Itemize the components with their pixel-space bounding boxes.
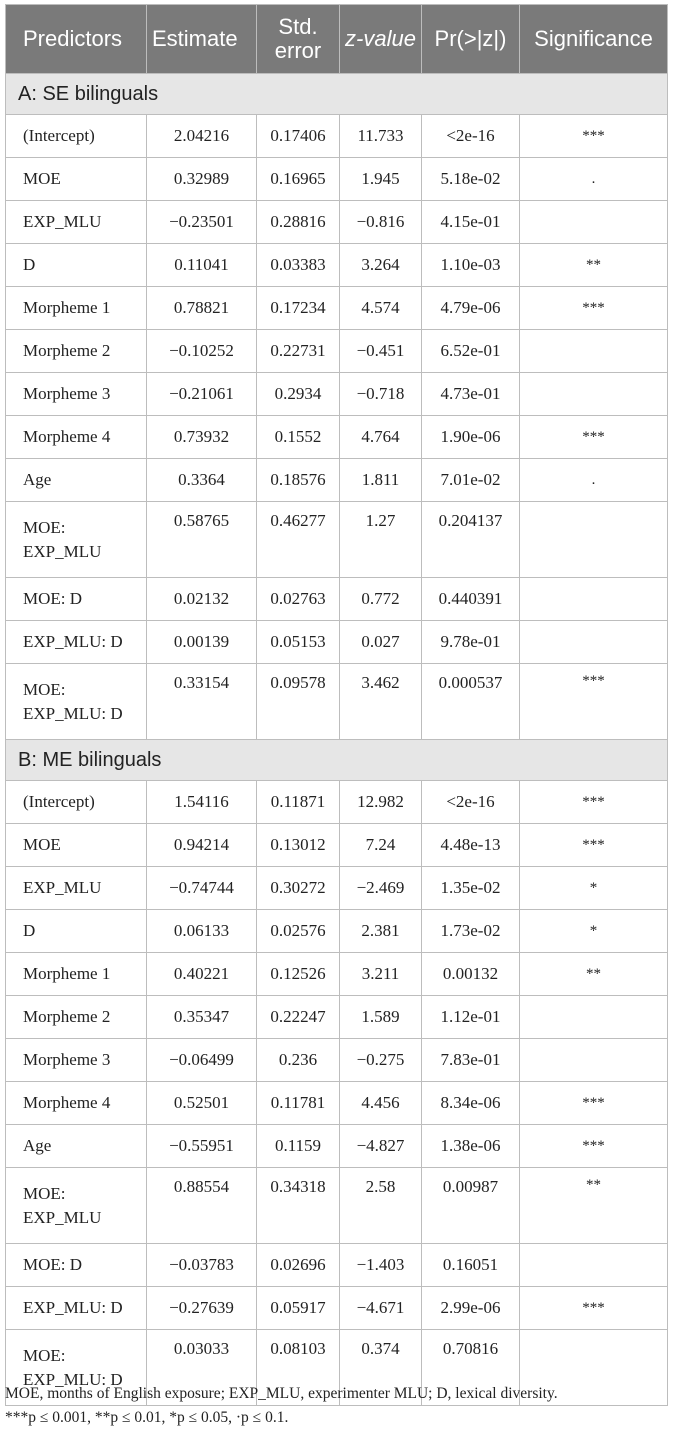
p-value-cell: 4.15e-01 (422, 201, 520, 244)
significance-note: ***p ≤ 0.001, **p ≤ 0.01, *p ≤ 0.05, ·p ≤ 0.1. (5, 1409, 289, 1426)
std-error-cell: 0.11871 (257, 781, 340, 824)
estimate-cell: 0.06133 (147, 910, 257, 953)
significance-cell: * (520, 867, 668, 910)
estimate-cell: 0.3364 (147, 459, 257, 502)
predictor-cell: MOE: D (6, 1244, 147, 1287)
p-value-cell: 9.78e-01 (422, 621, 520, 664)
table-row (6, 953, 668, 996)
table-row (6, 910, 668, 953)
table-row (6, 996, 668, 1039)
section-header-row (6, 740, 668, 781)
table-row (6, 824, 668, 867)
z-value-cell: −4.827 (340, 1125, 422, 1168)
header-significance: Significance (520, 5, 668, 74)
significance-cell: * (520, 910, 668, 953)
z-value-cell: 12.982 (340, 781, 422, 824)
predictor-cell: EXP_MLU: D (6, 621, 147, 664)
table-row (6, 621, 668, 664)
z-value-cell: 3.264 (340, 244, 422, 287)
table-row (6, 201, 668, 244)
predictor-cell: Morpheme 2 (6, 330, 147, 373)
z-value-cell: −0.816 (340, 201, 422, 244)
z-value-cell: −0.275 (340, 1039, 422, 1082)
predictor-cell: (Intercept) (6, 781, 147, 824)
predictor-cell: Morpheme 4 (6, 1082, 147, 1125)
table-row (6, 244, 668, 287)
predictor-cell: EXP_MLU (6, 867, 147, 910)
table-notes (5, 1382, 667, 1430)
predictor-cell: Age (6, 459, 147, 502)
z-value-cell: 7.24 (340, 824, 422, 867)
significance-cell: *** (520, 1082, 668, 1125)
significance-cell: . (520, 158, 668, 201)
estimate-cell: 0.32989 (147, 158, 257, 201)
section-label: A: SE bilinguals (6, 74, 668, 115)
z-value-cell: −0.451 (340, 330, 422, 373)
std-error-cell: 0.02763 (257, 578, 340, 621)
p-value-cell: 4.79e-06 (422, 287, 520, 330)
std-error-cell: 0.13012 (257, 824, 340, 867)
estimate-cell: 0.33154 (147, 664, 257, 740)
z-value-cell: 0.772 (340, 578, 422, 621)
table-header (6, 5, 668, 74)
estimate-cell: −0.23501 (147, 201, 257, 244)
table-row (6, 867, 668, 910)
z-value-cell: 11.733 (340, 115, 422, 158)
significance-cell: *** (520, 781, 668, 824)
p-value-cell: 7.01e-02 (422, 459, 520, 502)
estimate-cell: 0.35347 (147, 996, 257, 1039)
p-value-cell: <2e-16 (422, 781, 520, 824)
std-error-cell: 0.03383 (257, 244, 340, 287)
estimate-cell: −0.03783 (147, 1244, 257, 1287)
table-body (6, 74, 668, 1406)
z-value-cell: 2.381 (340, 910, 422, 953)
std-error-cell: 0.2934 (257, 373, 340, 416)
estimate-cell: 0.58765 (147, 502, 257, 578)
table-row (6, 158, 668, 201)
significance-cell (520, 621, 668, 664)
p-value-cell: 1.90e-06 (422, 416, 520, 459)
p-value-cell: 2.99e-06 (422, 1287, 520, 1330)
significance-cell (520, 1039, 668, 1082)
p-value-cell: 4.48e-13 (422, 824, 520, 867)
predictor-cell: (Intercept) (6, 115, 147, 158)
abbreviations-note: MOE, months of English exposure; EXP_MLU, experimenter MLU; D, lexical diversity. (5, 1385, 558, 1402)
table-row (6, 1082, 668, 1125)
std-error-cell: 0.05153 (257, 621, 340, 664)
significance-cell: *** (520, 1125, 668, 1168)
section-header-row (6, 74, 668, 115)
p-value-cell: 0.00987 (422, 1168, 520, 1244)
significance-cell (520, 330, 668, 373)
predictor-cell: Morpheme 2 (6, 996, 147, 1039)
predictor-cell: MOE (6, 158, 147, 201)
table-row (6, 781, 668, 824)
std-error-cell: 0.05917 (257, 1287, 340, 1330)
predictor-cell: Morpheme 3 (6, 373, 147, 416)
z-value-cell: 1.945 (340, 158, 422, 201)
significance-cell: *** (520, 824, 668, 867)
table-row (6, 1244, 668, 1287)
std-error-cell: 0.30272 (257, 867, 340, 910)
std-error-cell: 0.28816 (257, 201, 340, 244)
header-p-value: Pr(>|z|) (422, 5, 520, 74)
p-value-cell: 1.73e-02 (422, 910, 520, 953)
p-value-cell: 6.52e-01 (422, 330, 520, 373)
z-value-cell: −4.671 (340, 1287, 422, 1330)
z-value-cell: −2.469 (340, 867, 422, 910)
std-error-cell: 0.46277 (257, 502, 340, 578)
predictor-cell: D (6, 244, 147, 287)
p-value-cell: 1.35e-02 (422, 867, 520, 910)
predictor-cell: Morpheme 1 (6, 287, 147, 330)
significance-cell: *** (520, 1287, 668, 1330)
estimate-cell: −0.21061 (147, 373, 257, 416)
p-value-cell: 0.70816 (422, 1330, 520, 1406)
std-error-cell: 0.08103 (257, 1330, 340, 1406)
z-value-cell: −1.403 (340, 1244, 422, 1287)
predictor-cell: MOE: EXP_MLU: D (6, 664, 147, 740)
predictor-cell: MOE: EXP_MLU: D (6, 1330, 147, 1406)
significance-cell (520, 996, 668, 1039)
p-value-cell: 5.18e-02 (422, 158, 520, 201)
p-value-cell: 0.440391 (422, 578, 520, 621)
estimate-cell: 0.02132 (147, 578, 257, 621)
estimate-cell: −0.27639 (147, 1287, 257, 1330)
significance-cell: *** (520, 115, 668, 158)
table-row (6, 373, 668, 416)
estimate-cell: 0.52501 (147, 1082, 257, 1125)
std-error-cell: 0.02576 (257, 910, 340, 953)
regression-table (5, 4, 668, 1406)
header-estimate: Estimate (147, 5, 257, 74)
table-row (6, 502, 668, 578)
std-error-cell: 0.22731 (257, 330, 340, 373)
z-value-cell: 0.027 (340, 621, 422, 664)
significance-cell: ** (520, 953, 668, 996)
std-error-cell: 0.16965 (257, 158, 340, 201)
z-value-cell: 1.27 (340, 502, 422, 578)
significance-cell (520, 373, 668, 416)
significance-cell: *** (520, 664, 668, 740)
z-value-cell: 0.374 (340, 1330, 422, 1406)
table-row (6, 578, 668, 621)
p-value-cell: 0.16051 (422, 1244, 520, 1287)
p-value-cell: 0.204137 (422, 502, 520, 578)
predictor-cell: Morpheme 1 (6, 953, 147, 996)
table-row (6, 1168, 668, 1244)
z-value-cell: 3.462 (340, 664, 422, 740)
z-value-cell: 1.589 (340, 996, 422, 1039)
p-value-cell: 1.12e-01 (422, 996, 520, 1039)
predictor-cell: MOE (6, 824, 147, 867)
significance-cell: ** (520, 244, 668, 287)
predictor-cell: Morpheme 3 (6, 1039, 147, 1082)
header-predictors: Predictors (6, 5, 147, 74)
z-value-cell: 4.574 (340, 287, 422, 330)
predictor-cell: EXP_MLU (6, 201, 147, 244)
std-error-cell: 0.22247 (257, 996, 340, 1039)
estimate-cell: 1.54116 (147, 781, 257, 824)
std-error-cell: 0.02696 (257, 1244, 340, 1287)
estimate-cell: 0.40221 (147, 953, 257, 996)
significance-cell: ** (520, 1168, 668, 1244)
estimate-cell: −0.06499 (147, 1039, 257, 1082)
std-error-cell: 0.12526 (257, 953, 340, 996)
estimate-cell: −0.10252 (147, 330, 257, 373)
predictor-cell: Age (6, 1125, 147, 1168)
p-value-cell: 4.73e-01 (422, 373, 520, 416)
header-z-value (340, 5, 422, 74)
std-error-cell: 0.17406 (257, 115, 340, 158)
z-value-cell: 4.764 (340, 416, 422, 459)
p-value-cell: 8.34e-06 (422, 1082, 520, 1125)
table-row (6, 1125, 668, 1168)
table-row (6, 459, 668, 502)
estimate-cell: 0.78821 (147, 287, 257, 330)
significance-cell (520, 578, 668, 621)
std-error-cell: 0.09578 (257, 664, 340, 740)
predictor-cell: D (6, 910, 147, 953)
std-error-cell: 0.1552 (257, 416, 340, 459)
z-value-cell: 4.456 (340, 1082, 422, 1125)
p-value-cell: 1.10e-03 (422, 244, 520, 287)
table-row (6, 1039, 668, 1082)
z-value-cell: −0.718 (340, 373, 422, 416)
estimate-cell: 0.88554 (147, 1168, 257, 1244)
p-value-cell: <2e-16 (422, 115, 520, 158)
p-value-cell: 1.38e-06 (422, 1125, 520, 1168)
p-value-cell: 7.83e-01 (422, 1039, 520, 1082)
table-row (6, 287, 668, 330)
significance-cell: . (520, 459, 668, 502)
header-std-error: Std. error (257, 5, 340, 74)
section-label: B: ME bilinguals (6, 740, 668, 781)
p-value-cell: 0.000537 (422, 664, 520, 740)
table-row (6, 1287, 668, 1330)
std-error-cell: 0.17234 (257, 287, 340, 330)
estimate-cell: −0.74744 (147, 867, 257, 910)
header-z-value-text: z-value (345, 26, 416, 51)
table-row (6, 115, 668, 158)
std-error-cell: 0.1159 (257, 1125, 340, 1168)
predictor-cell: Morpheme 4 (6, 416, 147, 459)
std-error-cell: 0.18576 (257, 459, 340, 502)
predictor-cell: MOE: EXP_MLU (6, 1168, 147, 1244)
z-value-cell: 1.811 (340, 459, 422, 502)
predictor-cell: MOE: D (6, 578, 147, 621)
significance-cell (520, 201, 668, 244)
estimate-cell: −0.55951 (147, 1125, 257, 1168)
estimate-cell: 0.94214 (147, 824, 257, 867)
predictor-cell: MOE: EXP_MLU (6, 502, 147, 578)
z-value-cell: 3.211 (340, 953, 422, 996)
significance-cell (520, 1244, 668, 1287)
std-error-cell: 0.34318 (257, 1168, 340, 1244)
estimate-cell: 0.00139 (147, 621, 257, 664)
significance-cell: *** (520, 416, 668, 459)
estimate-cell: 0.73932 (147, 416, 257, 459)
table-row (6, 416, 668, 459)
significance-cell (520, 502, 668, 578)
z-value-cell: 2.58 (340, 1168, 422, 1244)
table-row (6, 664, 668, 740)
significance-cell: *** (520, 287, 668, 330)
p-value-cell: 0.00132 (422, 953, 520, 996)
estimate-cell: 0.03033 (147, 1330, 257, 1406)
std-error-cell: 0.11781 (257, 1082, 340, 1125)
estimate-cell: 2.04216 (147, 115, 257, 158)
estimate-cell: 0.11041 (147, 244, 257, 287)
table-row (6, 330, 668, 373)
std-error-cell: 0.236 (257, 1039, 340, 1082)
predictor-cell: EXP_MLU: D (6, 1287, 147, 1330)
